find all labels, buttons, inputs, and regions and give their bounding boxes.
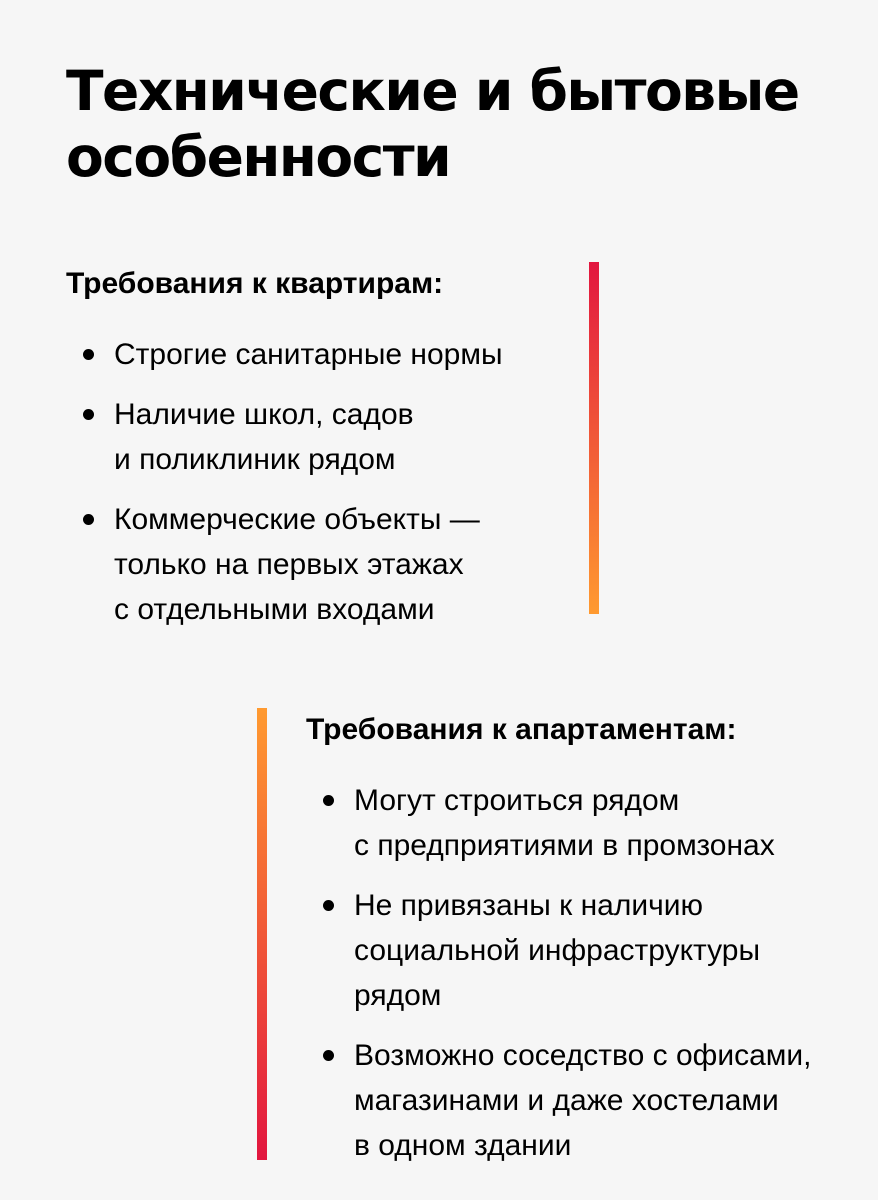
accent-bar-apartments <box>257 708 267 1160</box>
list-item <box>306 778 878 868</box>
accent-bar-flats <box>589 262 599 614</box>
apartments-requirements-heading: Требования к апартаментам: <box>306 713 737 746</box>
list-item-text: Не привязаны к наличию социальной инфраструктуры рядом <box>354 889 761 1012</box>
flats-requirements-heading: Требования к квартирам: <box>66 267 444 300</box>
list-item <box>306 1033 878 1168</box>
page-title: Технические и бытовые особенности <box>66 59 799 189</box>
bullet-icon <box>323 1050 334 1061</box>
list-item-text: Строгие санитарные нормы <box>114 338 503 371</box>
list-item <box>66 392 576 482</box>
apartments-requirements-section <box>306 712 878 1183</box>
bullet-icon <box>323 795 334 806</box>
bullet-icon <box>83 514 94 525</box>
list-item-text: Возможно соседство с офисами, магазинами и даже хостелами в одном здании <box>354 1039 812 1162</box>
bullet-icon <box>323 900 334 911</box>
list-item <box>306 883 878 1018</box>
list-item-text: Могут строиться рядом с предприятиями в промзонах <box>354 784 775 862</box>
flats-requirements-list <box>66 332 576 632</box>
flats-requirements-section <box>66 266 576 647</box>
bullet-icon <box>83 409 94 420</box>
apartments-requirements-list <box>306 778 878 1168</box>
list-item <box>66 497 576 632</box>
bullet-icon <box>83 349 94 360</box>
list-item-text: Наличие школ, садов и поликлиник рядом <box>114 398 414 476</box>
list-item <box>66 332 576 377</box>
list-item-text: Коммерческие объекты — только на первых этажах с отдельными входами <box>114 503 480 626</box>
